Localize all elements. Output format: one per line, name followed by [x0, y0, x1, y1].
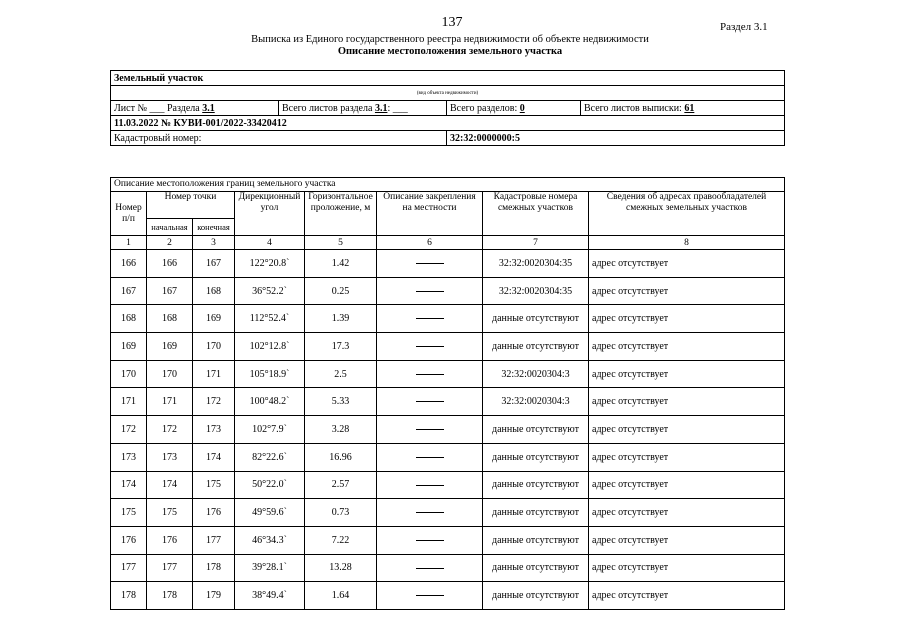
header-fixing: Описание закрепления на местности [377, 192, 483, 236]
dash-mark [416, 346, 444, 347]
fixing-description [377, 305, 483, 333]
directional-angle: 38°49.4` [235, 582, 305, 610]
header-angle: Дирекционный угол [235, 192, 305, 236]
dash-mark [416, 318, 444, 319]
fixing-description [377, 499, 483, 527]
directional-angle: 105°18.9` [235, 360, 305, 388]
total-pages-label: Всего листов выписки: [584, 102, 682, 114]
end-point: 171 [193, 360, 235, 388]
adjacent-cadastral-number: 32:32:0020304:35 [483, 277, 589, 305]
table-row [111, 333, 785, 361]
table-row [111, 250, 785, 278]
row-number: 171 [111, 388, 147, 416]
horizontal-distance: 1.64 [305, 582, 377, 610]
start-point: 176 [147, 526, 193, 554]
directional-angle: 36°52.2` [235, 277, 305, 305]
total-sheets-cell: Всего листов раздела 3.1: ___ [279, 101, 447, 116]
column-number: 8 [589, 236, 785, 250]
dash-mark [416, 485, 444, 486]
column-number: 7 [483, 236, 589, 250]
column-number-row [111, 236, 785, 250]
dash-mark [416, 457, 444, 458]
adjacent-cadastral-number: 32:32:0020304:35 [483, 250, 589, 278]
start-point: 169 [147, 333, 193, 361]
start-point: 177 [147, 554, 193, 582]
document-subtitle: Описание местоположения земельного участка [337, 46, 563, 57]
start-point: 178 [147, 582, 193, 610]
fixing-description [377, 277, 483, 305]
end-point: 178 [193, 554, 235, 582]
total-sections-value: 0 [519, 102, 525, 114]
directional-angle: 49°59.6` [235, 499, 305, 527]
start-point: 166 [147, 250, 193, 278]
header-point-num: Номер точки [147, 192, 235, 219]
fixing-description [377, 554, 483, 582]
row-number: 175 [111, 499, 147, 527]
owner-address: адрес отсутствует [589, 582, 785, 610]
dash-mark [416, 568, 444, 569]
object-type: Земельный участок [111, 71, 785, 86]
fixing-description [377, 443, 483, 471]
adjacent-cadastral-number: данные отсутствуют [483, 416, 589, 444]
end-point: 170 [193, 333, 235, 361]
end-point: 168 [193, 277, 235, 305]
end-point: 174 [193, 443, 235, 471]
adjacent-cadastral-number: данные отсутствуют [483, 554, 589, 582]
sheet-label: Лист № ___ Раздела [114, 102, 200, 114]
row-number: 178 [111, 582, 147, 610]
table-row [111, 582, 785, 610]
horizontal-distance: 5.33 [305, 388, 377, 416]
dash-mark [416, 429, 444, 430]
boundary-rows [111, 250, 785, 610]
header-num: Номер п/п [111, 192, 147, 236]
owner-address: адрес отсутствует [589, 305, 785, 333]
owner-address: адрес отсутствует [589, 388, 785, 416]
boundary-table [110, 177, 785, 610]
horizontal-distance: 13.28 [305, 554, 377, 582]
fixing-description [377, 582, 483, 610]
table-row [111, 360, 785, 388]
row-number: 172 [111, 416, 147, 444]
end-point: 169 [193, 305, 235, 333]
table-row [111, 305, 785, 333]
owner-address: адрес отсутствует [589, 554, 785, 582]
page-number: 137 [441, 15, 463, 30]
boundary-caption: Описание местоположения границ земельного участка [111, 178, 785, 192]
directional-angle: 112°52.4` [235, 305, 305, 333]
dash-mark [416, 263, 444, 264]
row-number: 176 [111, 526, 147, 554]
adjacent-cadastral-number: данные отсутствуют [483, 526, 589, 554]
dash-mark [416, 291, 444, 292]
horizontal-distance: 0.25 [305, 277, 377, 305]
total-pages-cell [581, 101, 785, 116]
owner-address: адрес отсутствует [589, 360, 785, 388]
horizontal-distance: 1.42 [305, 250, 377, 278]
row-number: 168 [111, 305, 147, 333]
header-distance: Горизонтальное проложение, м [305, 192, 377, 236]
column-number: 1 [111, 236, 147, 250]
owner-address: адрес отсутствует [589, 416, 785, 444]
column-number: 5 [305, 236, 377, 250]
adjacent-cadastral-number: данные отсутствуют [483, 333, 589, 361]
adjacent-cadastral-number: данные отсутствуют [483, 443, 589, 471]
fixing-description [377, 416, 483, 444]
horizontal-distance: 1.39 [305, 305, 377, 333]
directional-angle: 46°34.3` [235, 526, 305, 554]
start-point: 167 [147, 277, 193, 305]
start-point: 171 [147, 388, 193, 416]
owner-address: адрес отсутствует [589, 499, 785, 527]
adjacent-cadastral-number: данные отсутствуют [483, 499, 589, 527]
directional-angle: 50°22.0` [235, 471, 305, 499]
header-addresses: Сведения об адресах правообладателей смежных земельных участков [589, 192, 785, 236]
total-sections-label: Всего разделов: [450, 102, 518, 114]
row-number: 173 [111, 443, 147, 471]
owner-address: адрес отсутствует [589, 526, 785, 554]
row-number: 166 [111, 250, 147, 278]
table-row [111, 443, 785, 471]
adjacent-cadastral-number: данные отсутствуют [483, 582, 589, 610]
column-number: 2 [147, 236, 193, 250]
dash-mark [416, 540, 444, 541]
adjacent-cadastral-number: данные отсутствуют [483, 471, 589, 499]
fixing-description [377, 526, 483, 554]
directional-angle: 39°28.1` [235, 554, 305, 582]
directional-angle: 102°7.9` [235, 416, 305, 444]
table-row [111, 277, 785, 305]
owner-address: адрес отсутствует [589, 443, 785, 471]
start-point: 170 [147, 360, 193, 388]
row-number: 174 [111, 471, 147, 499]
start-point: 174 [147, 471, 193, 499]
fixing-description [377, 333, 483, 361]
total-sheets-value: 3.1 [374, 102, 388, 114]
total-pages-value: 61 [684, 102, 695, 114]
row-number: 170 [111, 360, 147, 388]
horizontal-distance: 7.22 [305, 526, 377, 554]
total-sheets-label: Всего листов раздела [282, 102, 373, 114]
header-adjacent: Кадастровые номера смежных участков [483, 192, 589, 236]
document-title: Выписка из Единого государственного реестра недвижимости об объекте недвижимости [251, 34, 649, 45]
directional-angle: 122°20.8` [235, 250, 305, 278]
horizontal-distance: 16.96 [305, 443, 377, 471]
column-number: 3 [193, 236, 235, 250]
directional-angle: 100°48.2` [235, 388, 305, 416]
owner-address: адрес отсутствует [589, 471, 785, 499]
adjacent-cadastral-number: 32:32:0020304:3 [483, 388, 589, 416]
table-row [111, 499, 785, 527]
row-number: 169 [111, 333, 147, 361]
horizontal-distance: 0.73 [305, 499, 377, 527]
total-sections-cell [447, 101, 581, 116]
directional-angle: 102°12.8` [235, 333, 305, 361]
sheet-section: 3.1 [202, 102, 215, 114]
header-start: начальная [147, 219, 193, 236]
fixing-description [377, 471, 483, 499]
section-label: Раздел 3.1 [720, 21, 768, 33]
table-row [111, 416, 785, 444]
end-point: 177 [193, 526, 235, 554]
horizontal-distance: 2.5 [305, 360, 377, 388]
end-point: 167 [193, 250, 235, 278]
horizontal-distance: 3.28 [305, 416, 377, 444]
column-number: 6 [377, 236, 483, 250]
end-point: 179 [193, 582, 235, 610]
start-point: 173 [147, 443, 193, 471]
adjacent-cadastral-number: данные отсутствуют [483, 305, 589, 333]
table-row [111, 388, 785, 416]
table-row [111, 554, 785, 582]
dash-mark [416, 374, 444, 375]
dash-mark [416, 512, 444, 513]
object-type-caption: (вид объекта недвижимости) [111, 86, 785, 101]
table-row [111, 526, 785, 554]
row-number: 167 [111, 277, 147, 305]
directional-angle: 82°22.6` [235, 443, 305, 471]
fixing-description [377, 388, 483, 416]
row-number: 177 [111, 554, 147, 582]
owner-address: адрес отсутствует [589, 333, 785, 361]
end-point: 175 [193, 471, 235, 499]
dash-mark [416, 401, 444, 402]
dash-mark [416, 595, 444, 596]
end-point: 172 [193, 388, 235, 416]
fixing-description [377, 360, 483, 388]
table-row [111, 471, 785, 499]
adjacent-cadastral-number: 32:32:0020304:3 [483, 360, 589, 388]
start-point: 172 [147, 416, 193, 444]
header-end: конечная [193, 219, 235, 236]
owner-address: адрес отсутствует [589, 250, 785, 278]
fixing-description [377, 250, 483, 278]
date-number: 11.03.2022 № КУВИ-001/2022-33420412 [111, 116, 785, 131]
owner-address: адрес отсутствует [589, 277, 785, 305]
start-point: 168 [147, 305, 193, 333]
column-number: 4 [235, 236, 305, 250]
sheet-cell [111, 101, 279, 116]
horizontal-distance: 17.3 [305, 333, 377, 361]
header-table [110, 70, 785, 146]
end-point: 173 [193, 416, 235, 444]
horizontal-distance: 2.57 [305, 471, 377, 499]
end-point: 176 [193, 499, 235, 527]
start-point: 175 [147, 499, 193, 527]
cadastral-label: Кадастровый номер: [111, 131, 447, 146]
cadastral-value: 32:32:0000000:5 [447, 131, 785, 146]
